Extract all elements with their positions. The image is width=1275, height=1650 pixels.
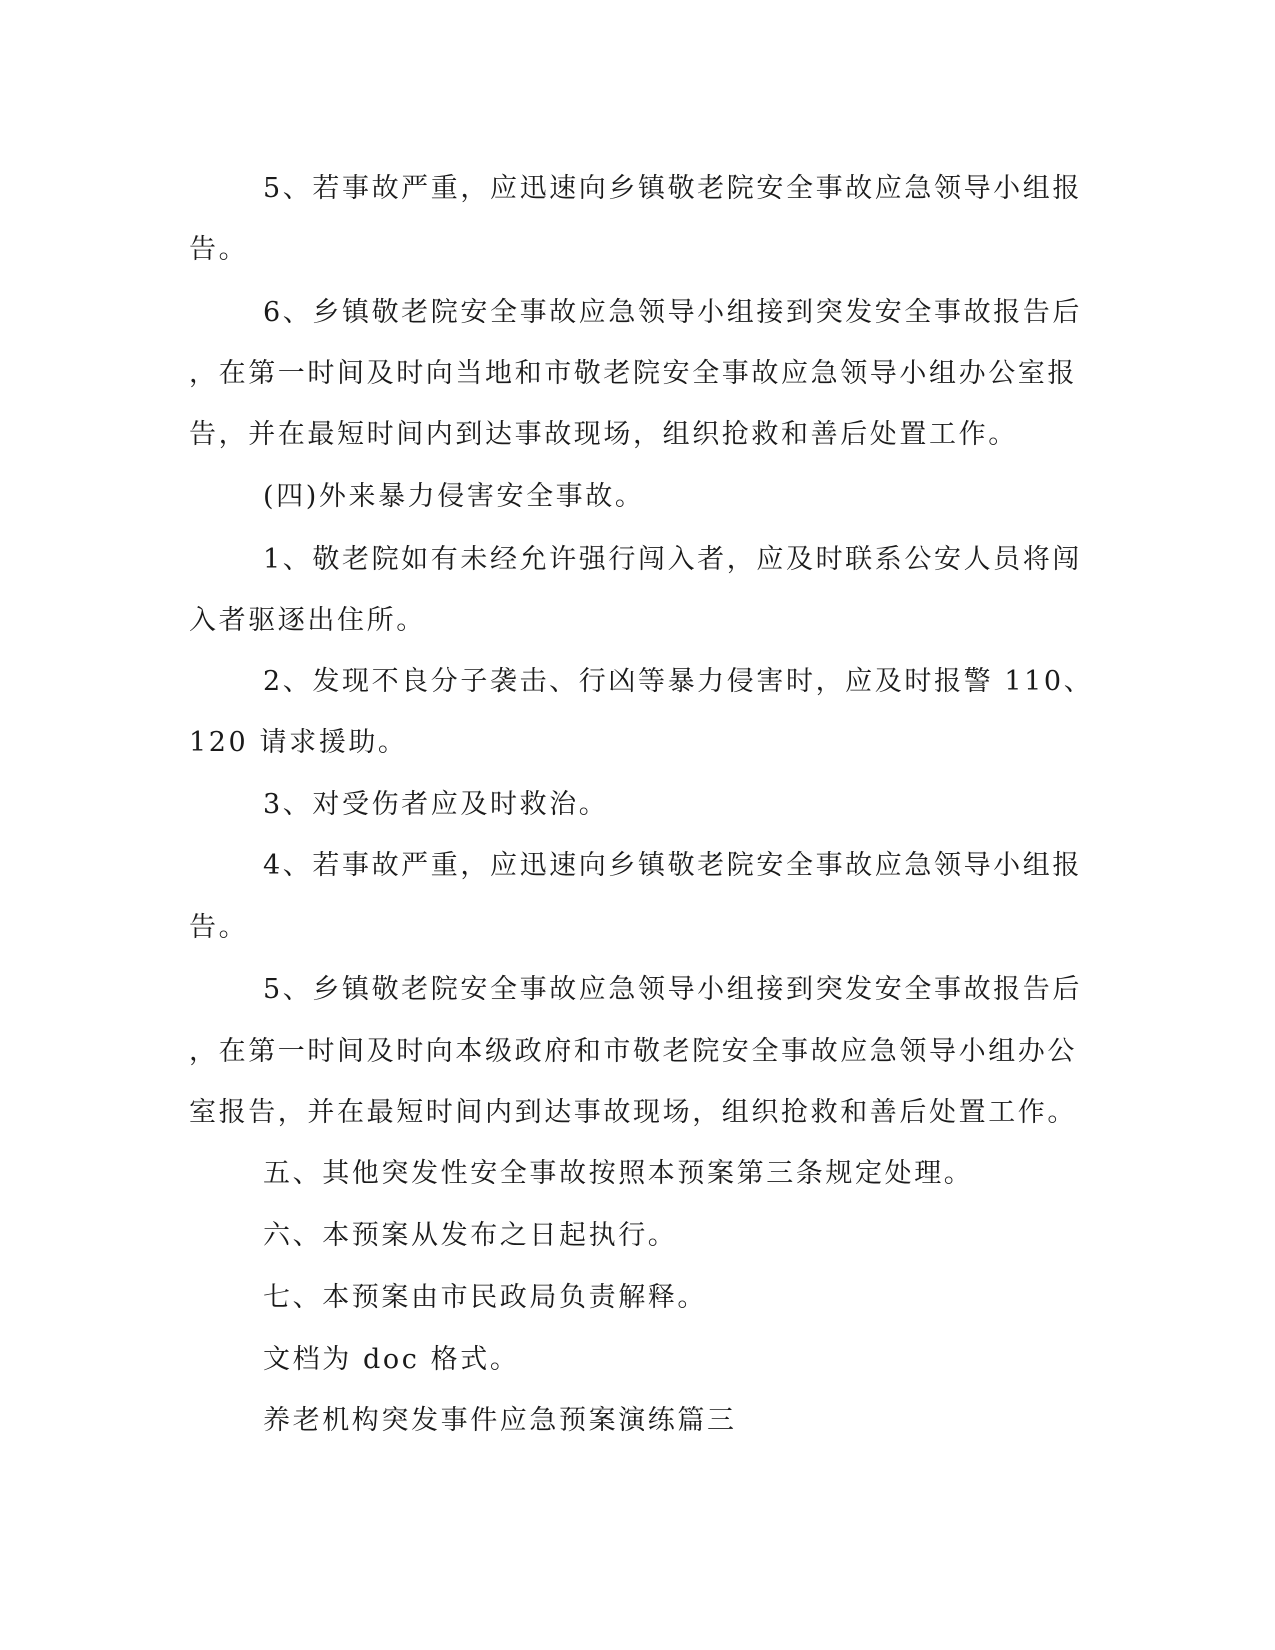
text-line: 告。 [189, 912, 249, 943]
section-title: 养老机构突发事件应急预案演练篇三 [263, 1405, 737, 1436]
text-line: 5、若事故严重，应迅速向乡镇敬老院安全事故应急领导小组报 [263, 173, 1082, 204]
text-line: 五、其他突发性安全事故按照本预案第三条规定处理。 [263, 1158, 974, 1189]
text-line: 5、乡镇敬老院安全事故应急领导小组接到突发安全事故报告后 [263, 974, 1082, 1005]
text-line: 3、对受伤者应及时救治。 [263, 789, 609, 820]
text-line: 文档为 doc 格式。 [263, 1344, 520, 1375]
text-line: ，在第一时间及时向当地和市敬老院安全事故应急领导小组办公室报 [189, 358, 1077, 389]
text-line: 1、敬老院如有未经允许强行闯入者，应及时联系公安人员将闯 [263, 544, 1082, 575]
text-line: 120 请求援助。 [189, 727, 408, 758]
text-line: 六、本预案从发布之日起执行。 [263, 1220, 678, 1251]
section-heading: (四)外来暴力侵害安全事故。 [263, 481, 645, 512]
text-line: 告，并在最短时间内到达事故现场，组织抢救和善后处置工作。 [189, 419, 1018, 450]
text-line: 室报告，并在最短时间内到达事故现场，组织抢救和善后处置工作。 [189, 1097, 1077, 1128]
text-line: 告。 [189, 234, 249, 265]
text-line: 6、乡镇敬老院安全事故应急领导小组接到突发安全事故报告后 [263, 297, 1082, 328]
text-line: 2、发现不良分子袭击、行凶等暴力侵害时，应及时报警 110、 [263, 666, 1094, 697]
text-line: ，在第一时间及时向本级政府和市敬老院安全事故应急领导小组办公 [189, 1036, 1077, 1067]
text-line: 七、本预案由市民政局负责解释。 [263, 1282, 707, 1313]
text-line: 入者驱逐出住所。 [189, 605, 426, 636]
text-line: 4、若事故严重，应迅速向乡镇敬老院安全事故应急领导小组报 [263, 850, 1082, 881]
